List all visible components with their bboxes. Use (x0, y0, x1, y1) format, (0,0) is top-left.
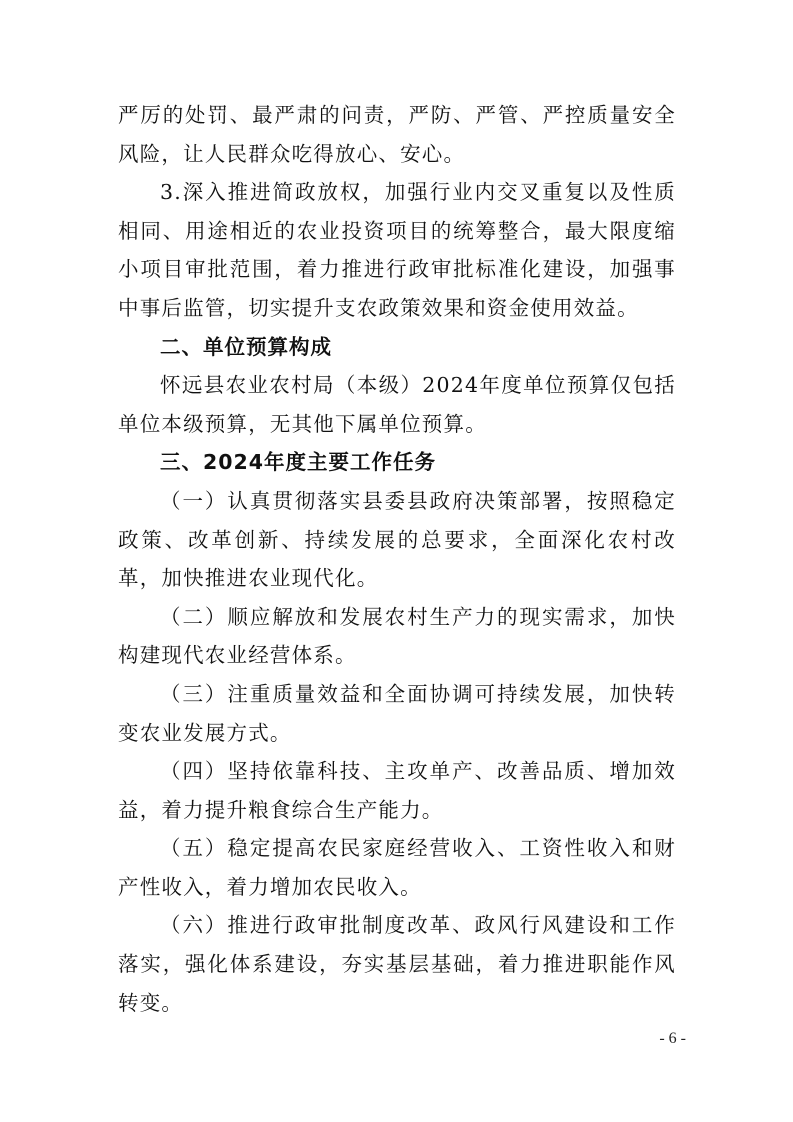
paragraph-continuation: 严厉的处罚、最严肃的问责，严防、严管、严控质量安全风险，让人民群众吃得放心、安心。 (118, 103, 676, 166)
task-item-4: （四）坚持依靠科技、主攻单产、改善品质、增加效益，着力提升粮食综合生产能力。 (118, 759, 676, 822)
task-item-3: （三）注重质量效益和全面协调可持续发展，加快转变农业发展方式。 (118, 681, 676, 745)
paragraph-item-3: 3.深入推进简政放权，加强行业内交叉重复以及性质相同、用途相近的农业投资项目的统筹整合，最大限度缩小项目审批范围，着力推进行政审批标准化建设，加强事中事后监管，切实提升支农政策效果和资金使用效益。 (118, 180, 676, 320)
paragraph-budget-composition: 怀远县农业农村局（本级）2024年度单位预算仅包括单位本级预算，无其他下属单位预算。 (118, 373, 676, 436)
task-item-6: （六）推进行政审批制度改革、政风行风建设和工作落实，强化体系建设，夯实基层基础，着力推进职能作风转变。 (118, 913, 676, 1015)
task-item-2: （二）顺应解放和发展农村生产力的现实需求，加快构建现代农业经营体系。 (118, 604, 676, 668)
task-item-5: （五）稳定提高农民家庭经营收入、工资性收入和财产性收入，着力增加农民收入。 (118, 836, 676, 899)
section-heading-3: 三、2024年度主要工作任务 (160, 450, 437, 475)
document-body (118, 96, 676, 1022)
page-number: - 6 - (659, 1030, 686, 1047)
task-item-1: （一）认真贯彻落实县委县政府决策部署，按照稳定政策、改革创新、持续发展的总要求，全面深化农村改革，加快推进农业现代化。 (118, 488, 676, 591)
section-heading-2: 二、单位预算构成 (160, 334, 332, 359)
